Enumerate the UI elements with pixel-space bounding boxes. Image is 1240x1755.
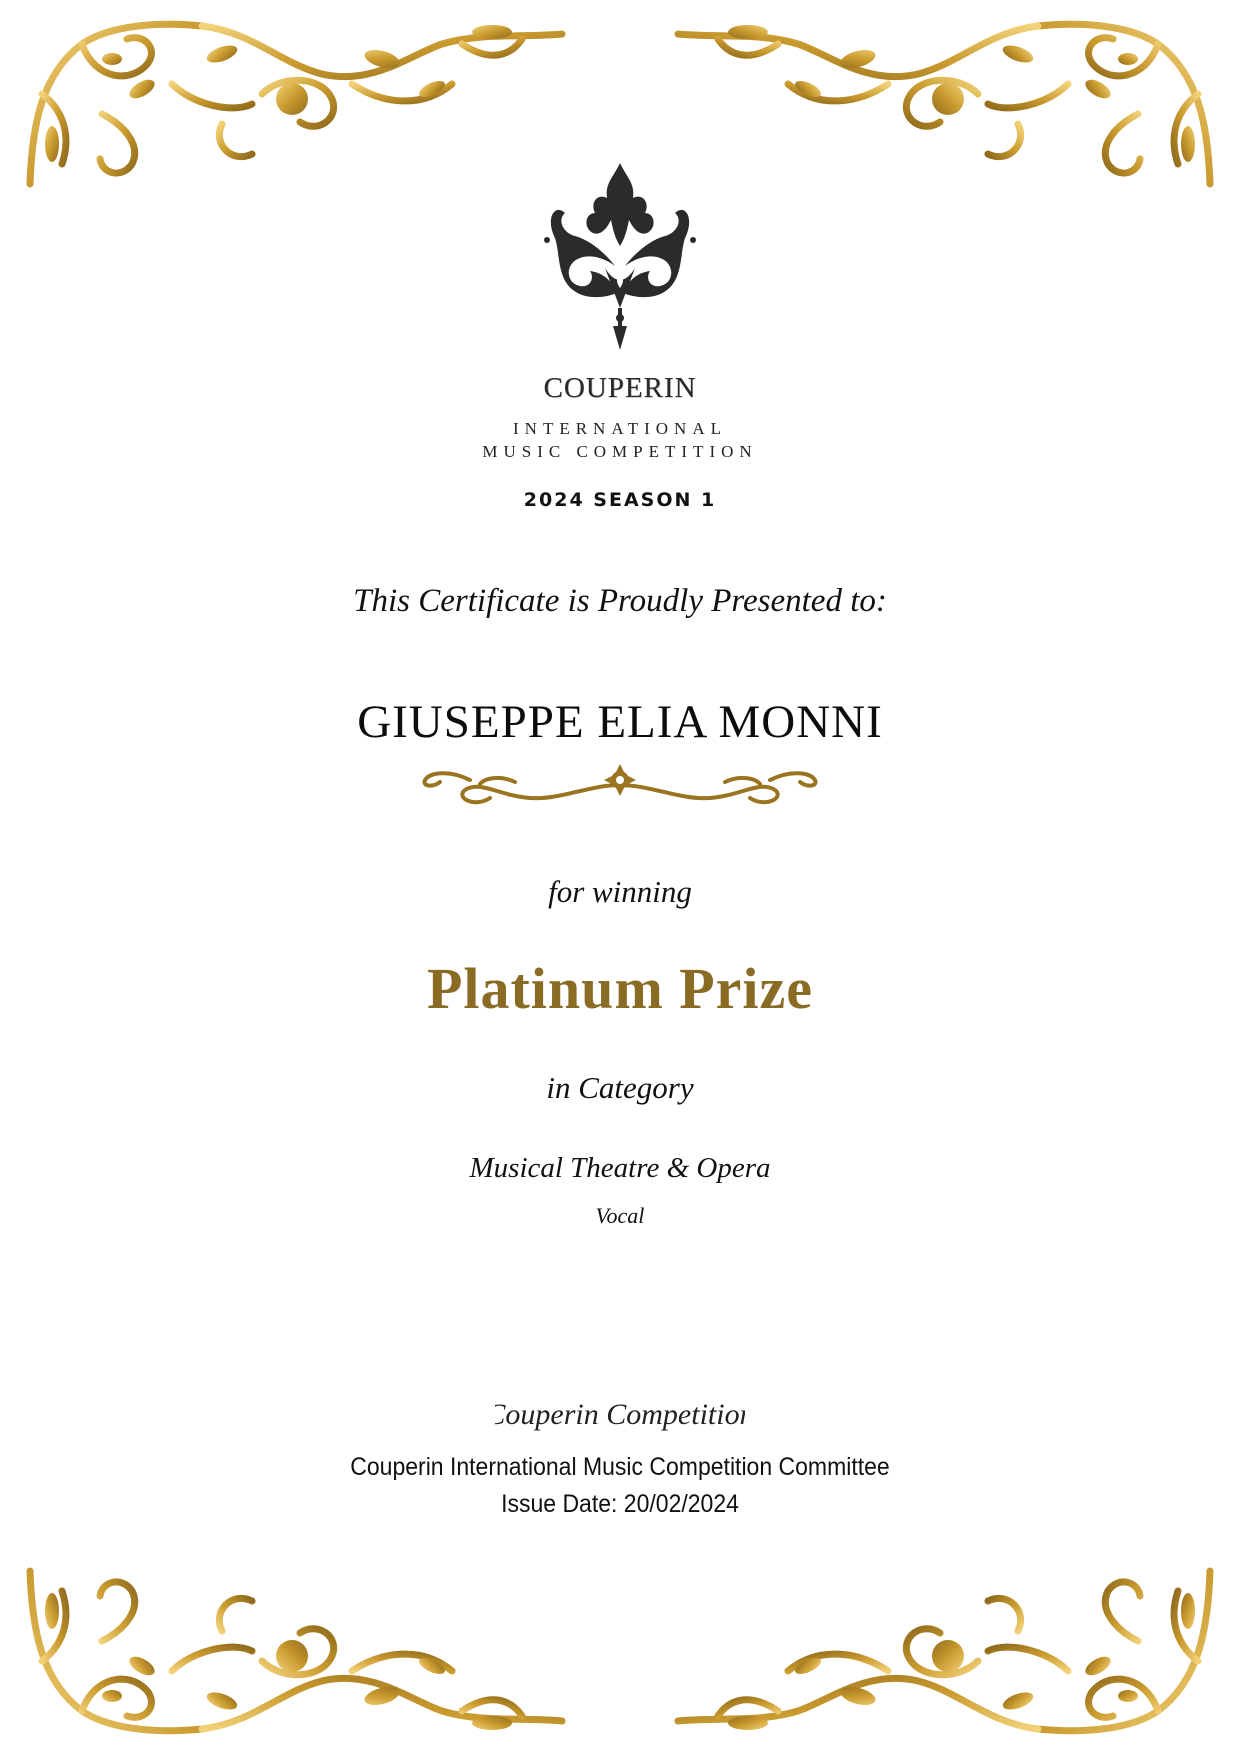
corner-ornament-bottom-right-icon	[658, 1561, 1218, 1741]
corner-ornament-bottom-left-icon	[22, 1561, 582, 1741]
subcategory-name: Vocal	[595, 1203, 645, 1228]
gold-flourish-divider-icon	[0, 760, 1240, 810]
committee-name: Couperin International Music Competition Committee	[350, 1453, 890, 1481]
issue-date-label: Issue Date:	[501, 1490, 618, 1518]
season-label: 2024 SEASON 1	[523, 489, 717, 511]
for-winning-text: for winning	[548, 874, 692, 909]
signature-icon	[495, 1382, 745, 1442]
signature	[0, 1382, 1240, 1442]
category-intro-text: in Category	[546, 1070, 694, 1105]
issue-date-line	[50, 1490, 1191, 1519]
signature-text: Couperin Competition	[495, 1398, 745, 1431]
damask-emblem-icon	[0, 158, 1240, 353]
brand-subtitle-line2: MUSIC COMPETITION	[482, 442, 758, 461]
recipient-name: GIUSEPPE ELIA MONNI	[357, 696, 883, 748]
prize-title: Platinum Prize	[426, 956, 814, 1021]
issue-date-value: 20/02/2024	[623, 1490, 739, 1518]
brand-name: COUPERIN	[543, 372, 697, 404]
category-name: Musical Theatre & Opera	[469, 1152, 771, 1184]
brand-subtitle-line1: INTERNATIONAL	[513, 419, 727, 438]
presented-text: This Certificate is Proudly Presented to:	[353, 583, 887, 619]
